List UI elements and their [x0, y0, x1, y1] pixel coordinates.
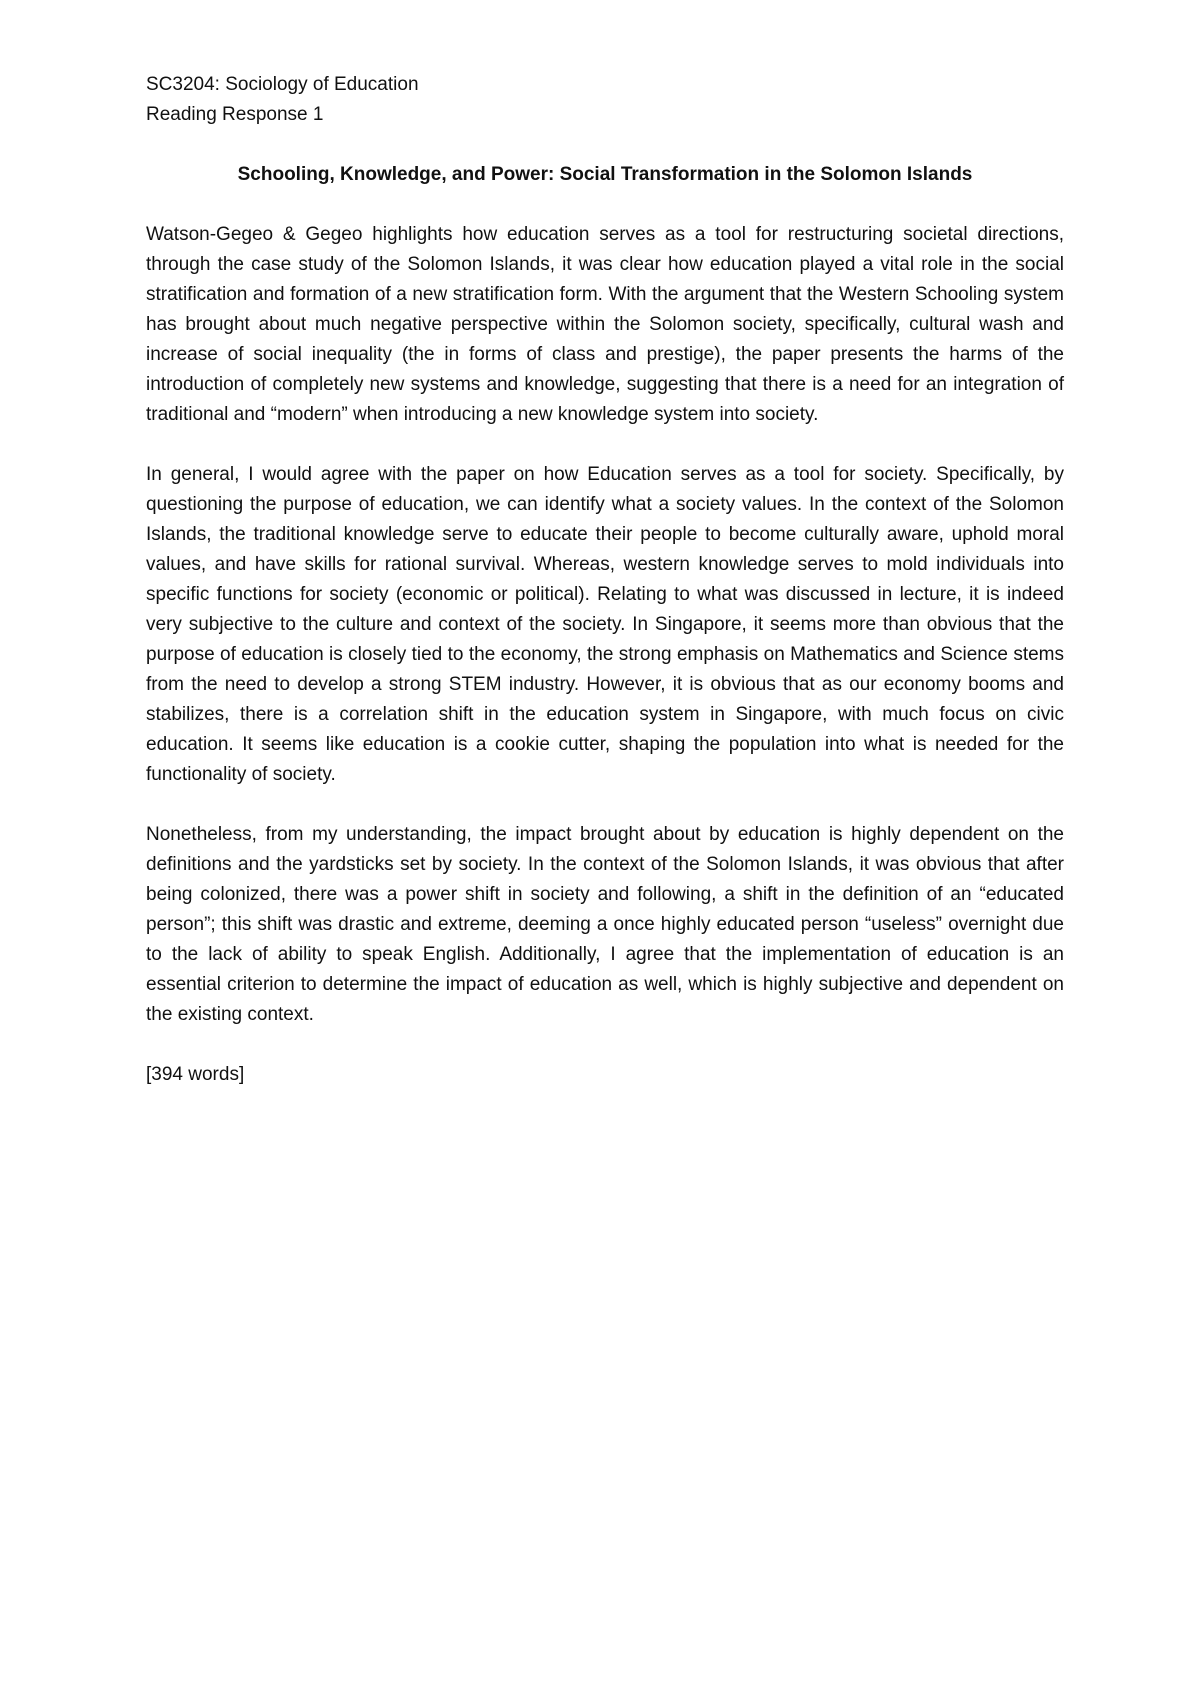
paragraph-1: Watson-Gegeo & Gegeo highlights how education serves as a tool for restructuring societal directions, through the case study of the Solomon Islands, it was clear how education played a vital role in the social stratification and formation of a new stratification form. With the argument that the Western Schooling system has brought about much negative perspective within the Solomon society, specifically, cultural wash and increase of social inequality (the in forms of class and prestige), the paper presents the harms of the introduction of completely new systems and knowledge, suggesting that there is a need for an integration of traditional and “modern” when introducing a new knowledge system into society. — [146, 224, 1064, 425]
course-code: SC3204: Sociology of Education — [146, 74, 419, 95]
document-title: Schooling, Knowledge, and Power: Social Transformation in the Solomon Islands — [237, 164, 973, 185]
paragraph-2: In general, I would agree with the paper on how Education serves as a tool for society. Specifically, by questioning the purpose of education, we can identify what a society values. In the context of the Solomon Islands, the traditional knowledge serve to educate their people to become culturally aware, uphold moral values, and have skills for rational survival. Whereas, western knowledge serves to mold individuals into specific functions for society (economic or political). Relating to what was discussed in lecture, it is indeed very subjective to the culture and context of the society. In Singapore, it seems more than obvious that the purpose of education is closely tied to the economy, the strong emphasis on Mathematics and Science stems from the need to develop a strong STEM industry. However, it is obvious that as our economy booms and stabilizes, there is a correlation shift in the education system in Singapore, with much focus on civic education. It seems like education is a cookie cutter, shaping the population into what is needed for the functionality of society. — [146, 464, 1064, 785]
word-count: [394 words] — [146, 1064, 245, 1085]
paragraph-3: Nonetheless, from my understanding, the impact brought about by education is highly dependent on the definitions and the yardsticks set by society. In the context of the Solomon Islands, it was obvious that after being colonized, there was a power shift in society and following, a shift in the definition of an “educated person”; this shift was drastic and extreme, deeming a once highly educated person “useless” overnight due to the lack of ability to speak English. Additionally, I agree that the implementation of education is an essential criterion to determine the impact of education as well, which is highly subjective and dependent on the existing context. — [146, 824, 1064, 1025]
assignment-label: Reading Response 1 — [146, 104, 324, 125]
document-body — [146, 70, 1064, 1090]
